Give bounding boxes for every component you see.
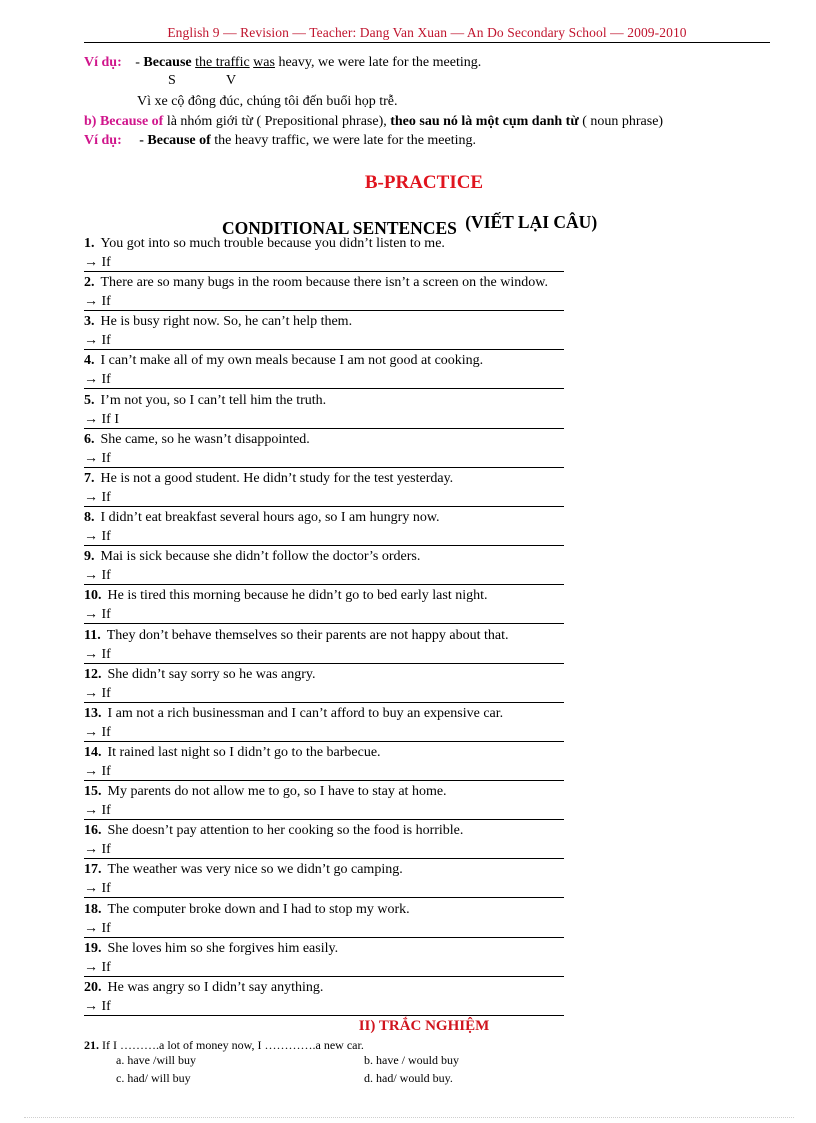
b-text1: là nhóm giới từ ( Prepositional phrase),	[163, 114, 391, 129]
exercise-text: They don’t behave themselves so their parents are not happy about that.	[106, 627, 509, 643]
header-rule	[84, 42, 770, 43]
exercise-text: There are so many bugs in the room because there isn’t a screen on the window.	[100, 275, 548, 291]
answer-line[interactable]: → If	[84, 490, 564, 507]
exercise-item	[84, 393, 326, 409]
exercise-item	[84, 667, 316, 683]
exercise-item	[84, 549, 420, 565]
exercise-item	[84, 902, 410, 918]
answer-line[interactable]: → If	[84, 842, 564, 859]
answer-line[interactable]: → If	[84, 725, 564, 742]
answer-line[interactable]: → If I	[84, 412, 564, 429]
q21-option-c[interactable]: c. had/ will buy	[116, 1071, 191, 1085]
exercise-number: 10.	[84, 588, 102, 604]
answer-line[interactable]: → If	[84, 333, 564, 350]
conditional-subtitle: (VIẾT LẠI CÂU)	[465, 212, 598, 232]
answer-line[interactable]: → If	[84, 764, 564, 781]
verb-marker: V	[226, 73, 237, 88]
exercise-text: I’m not you, so I can’t tell him the truth.	[100, 392, 327, 408]
exercise-item	[84, 823, 463, 839]
exercise-item	[84, 706, 503, 722]
exercise-text: He was angry so I didn’t say anything.	[107, 979, 324, 995]
q21-option-d[interactable]: d. had/ would buy.	[364, 1071, 453, 1085]
exercise-item	[84, 980, 323, 996]
answer-line[interactable]: → If	[84, 686, 564, 703]
exercise-number: 15.	[84, 784, 102, 800]
example-line-2	[84, 133, 476, 149]
ex1-dash: -	[135, 55, 144, 70]
exercise-number: 18.	[84, 901, 102, 917]
b-label: b) Because of	[84, 114, 164, 129]
conditional-title-text: CONDITIONAL SENTENCES	[222, 218, 457, 238]
exercise-number: 19.	[84, 940, 102, 956]
exercise-item	[84, 941, 338, 957]
exercise-number: 20.	[84, 979, 102, 995]
multiple-choice-title: II) TRẮC NGHIỆM	[358, 1018, 490, 1034]
because-of-rule	[84, 114, 663, 130]
section-title: B-PRACTICE	[364, 172, 484, 193]
exercise-item	[84, 236, 445, 252]
ex2-rest: the heavy traffic, we were late for the meeting.	[210, 133, 477, 148]
exercise-item	[84, 314, 352, 330]
answer-line[interactable]: → If	[84, 881, 564, 898]
exercise-item	[84, 745, 381, 761]
exercise-text: She came, so he wasn’t disappointed.	[100, 431, 310, 447]
answer-line[interactable]: → If	[84, 372, 564, 389]
exercise-number: 1.	[84, 236, 95, 251]
exercise-text: The computer broke down and I had to stop my work.	[107, 901, 410, 917]
exercise-text: I am not a rich businessman and I can’t afford to buy an expensive car.	[107, 705, 504, 721]
exercise-text: She loves him so she forgives him easily.	[107, 940, 339, 956]
exercise-number: 3.	[84, 314, 95, 330]
ex1-verb: was	[253, 55, 275, 70]
exercise-number: 16.	[84, 823, 102, 839]
exercise-number: 17.	[84, 862, 102, 878]
exercise-text: I can’t make all of my own meals because I am not good at cooking.	[100, 353, 484, 369]
exercise-number: 4.	[84, 353, 95, 369]
exercise-text: She didn’t say sorry so he was angry.	[107, 666, 316, 682]
exercise-text: She doesn’t pay attention to her cooking so the food is horrible.	[107, 823, 464, 839]
exercise-item	[84, 471, 453, 487]
q21-option-b[interactable]: b. have / would buy	[364, 1053, 459, 1067]
ex1-because: Because	[143, 55, 192, 70]
question-21	[84, 1038, 364, 1053]
answer-line[interactable]: → If	[84, 960, 564, 977]
vidu-label: Ví dụ:	[84, 55, 122, 70]
exercise-number: 6.	[84, 431, 95, 447]
exercise-number: 8.	[84, 510, 95, 526]
answer-line[interactable]: → If	[84, 921, 564, 938]
vidu2-label: Ví dụ:	[84, 133, 122, 148]
exercise-item	[84, 628, 508, 644]
exercise-text: My parents do not allow me to go, so I have to stay at home.	[107, 784, 447, 800]
b-text2: theo sau nó là một cụm danh từ	[390, 114, 579, 129]
exercise-text: Mai is sick because she didn’t follow the doctor’s orders.	[100, 549, 421, 565]
footer-dotted-rule	[24, 1117, 794, 1118]
page-header: English 9 — Revision — Teacher: Dang Van Xuan — An Do Secondary School — 2009-2010	[167, 25, 687, 40]
exercise-number: 12.	[84, 666, 102, 682]
exercise-text: You got into so much trouble because you didn’t listen to me.	[100, 236, 445, 251]
exercise-text: He is busy right now. So, he can’t help them.	[100, 314, 353, 330]
q21-text: If I ……….a lot of money now, I ………….a new car.	[102, 1038, 364, 1052]
exercise-number: 2.	[84, 275, 95, 291]
example-line-1	[84, 55, 481, 71]
answer-line[interactable]: → If	[84, 294, 564, 311]
exercise-text: It rained last night so I didn’t go to the barbecue.	[107, 744, 381, 760]
exercise-item	[84, 353, 483, 369]
exercise-item	[84, 588, 488, 604]
subject-marker: S	[168, 73, 176, 88]
ex1-rest: heavy, we were late for the meeting.	[278, 55, 482, 70]
exercise-text: He is not a good student. He didn’t study for the test yesterday.	[100, 470, 454, 486]
exercise-item	[84, 275, 548, 291]
exercise-number: 5.	[84, 392, 95, 408]
answer-line[interactable]: → If	[84, 451, 564, 468]
exercise-text: I didn’t eat breakfast several hours ago, so I am hungry now.	[100, 510, 440, 526]
exercise-item	[84, 862, 403, 878]
answer-line[interactable]: → If	[84, 607, 564, 624]
q21-number: 21.	[84, 1038, 99, 1052]
answer-line[interactable]: → If	[84, 529, 564, 546]
answer-line[interactable]: → If	[84, 568, 564, 585]
translation: Vì xe cộ đông đúc, chúng tôi đến buổi họp trễ.	[137, 94, 398, 109]
b-text3: ( noun phrase)	[578, 114, 664, 129]
ex2-because-of: - Because of	[139, 133, 211, 148]
answer-line[interactable]: → If	[84, 999, 564, 1016]
exercise-number: 11.	[84, 627, 101, 643]
exercise-number: 13.	[84, 705, 102, 721]
exercise-text: He is tired this morning because he didn’t go to bed early last night.	[107, 588, 488, 604]
exercise-item	[84, 510, 440, 526]
exercise-item	[84, 784, 447, 800]
ex1-subject: the traffic	[195, 55, 250, 70]
answer-line[interactable]: → If	[84, 803, 564, 820]
answer-line[interactable]: → If	[84, 255, 564, 272]
answer-line[interactable]: → If	[84, 647, 564, 664]
exercise-item	[84, 432, 310, 448]
exercise-number: 9.	[84, 549, 95, 565]
exercise-text: The weather was very nice so we didn’t go camping.	[107, 862, 403, 878]
exercise-number: 7.	[84, 470, 95, 486]
exercise-number: 14.	[84, 744, 102, 760]
q21-option-a[interactable]: a. have /will buy	[116, 1053, 196, 1067]
